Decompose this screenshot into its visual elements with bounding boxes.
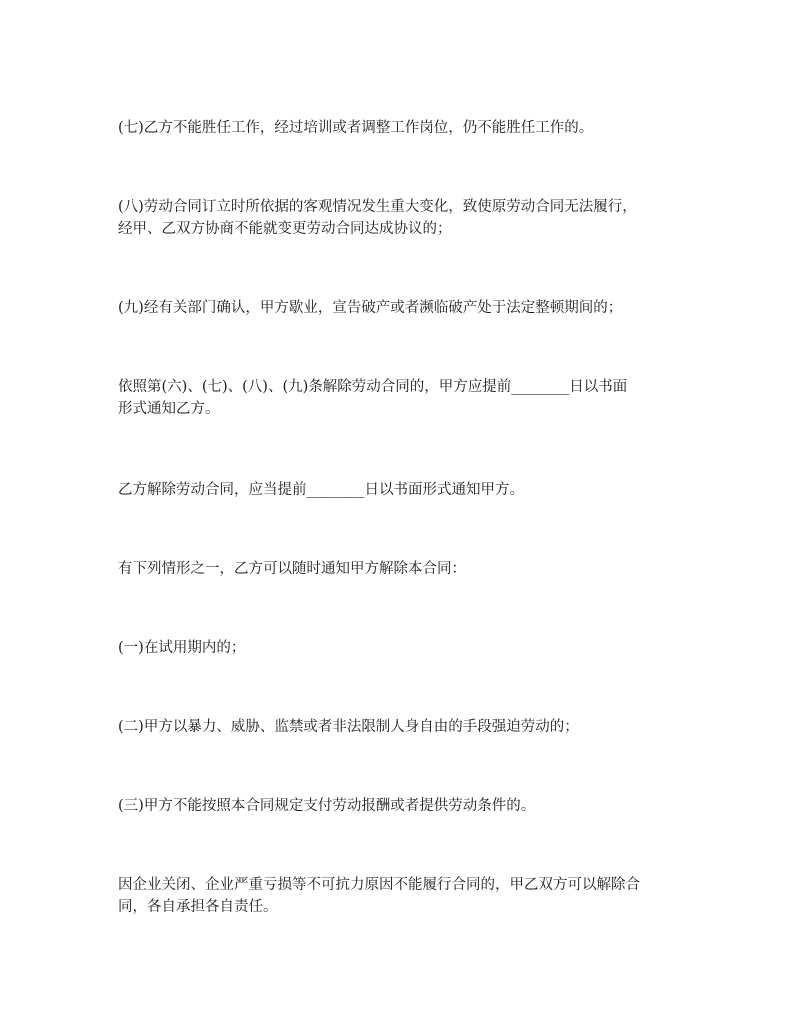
text-line: (九)经有关部门确认，甲方歇业，宣告破产或者濒临破产处于法定整顿期间的； [118,300,623,316]
text-line: 形式通知乙方。 [118,401,220,417]
paragraph-clause-9 [118,297,690,319]
paragraph-immediate-termination-intro [118,558,690,580]
text-line: 因企业关闭、企业严重亏损等不可抗力原因不能履行合同的，甲乙双方可以解除合 [118,877,640,893]
paragraph-item-3 [118,795,690,817]
text-line: (八)劳动合同订立时所依据的客观情况发生重大变化，致使原劳动合同无法履行， [118,199,637,215]
paragraph-clause-8 [118,196,690,240]
paragraph-employee-notice [118,479,690,501]
text-line: (二)甲方以暴力、威胁、监禁或者非法限制人身自由的手段强迫劳动的； [118,719,579,735]
text-line: (七)乙方不能胜任工作，经过培训或者调整工作岗位，仍不能胜任工作的。 [118,120,594,136]
paragraph-item-1 [118,637,690,659]
paragraph-employer-notice [118,376,690,420]
paragraph-force-majeure [118,874,690,918]
text-line: (三)甲方不能按照本合同规定支付劳动报酬或者提供劳动条件的。 [118,798,536,814]
text-line: 经甲、乙双方协商不能就变更劳动合同达成协议的； [118,221,452,237]
text-line: 同，各自承担各自责任。 [118,899,278,915]
paragraph-clause-7 [118,117,690,139]
text-line: 有下列情形之一，乙方可以随时通知甲方解除本合同： [118,561,466,577]
paragraph-item-2 [118,716,690,738]
text-line: (一)在试用期内的； [118,640,246,656]
text-line: 乙方解除劳动合同，应当提前________日以书面形式通知甲方。 [118,482,524,498]
text-line: 依照第(六)、(七)、(八)、(九)条解除劳动合同的，甲方应提前________日以书面 [118,379,628,395]
